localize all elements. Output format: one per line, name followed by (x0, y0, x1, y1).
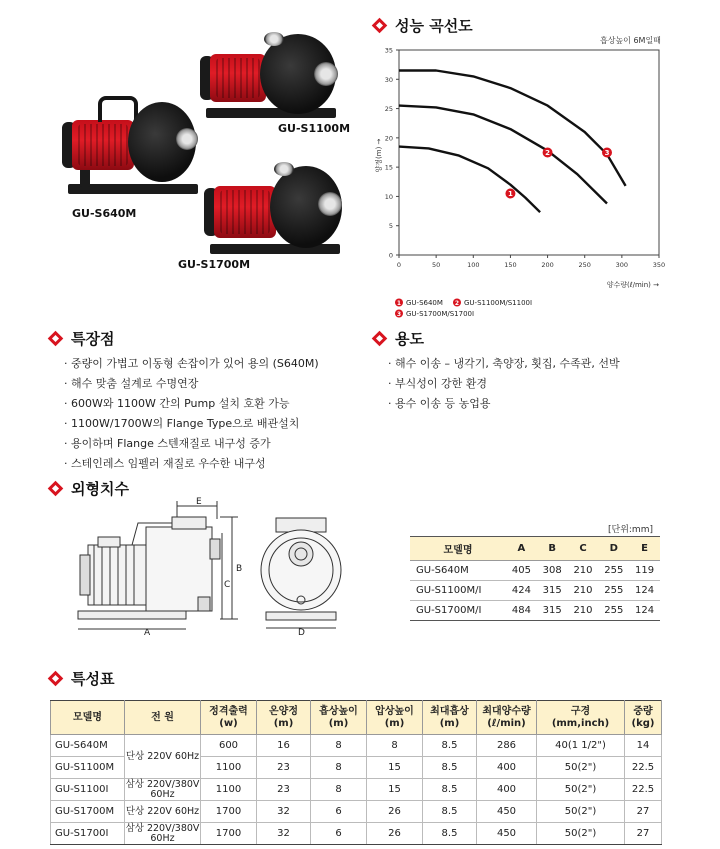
section-title-dimensions: 외형치수 (48, 478, 129, 499)
legend-marker-label: 1 (396, 300, 402, 307)
section-title-usage: 용도 (372, 328, 424, 349)
table-header: B (537, 537, 568, 561)
table-row: GU-S1700Ⅰ 삼상 220V/380V 60Hz 1700 32 6 26 8.5 450 50(2") 27 (51, 823, 662, 845)
pump-image-s1700m (200, 162, 350, 258)
list-item: · 1100W/1700W의 Flange Type으로 배관설치 (64, 417, 300, 430)
diamond-bullet-icon (372, 331, 388, 347)
y-tick-label: 20 (384, 134, 393, 143)
usage-list (388, 354, 620, 414)
table-row: GU-S1100Ⅰ 삼상 220V/380V 60Hz 1100 23 8 15 8.5 400 50(2") 22.5 (51, 779, 662, 801)
table-header: 중량 (kg) (625, 701, 662, 735)
legend-label-3: GU-S1700M/S1700Ⅰ (406, 310, 475, 318)
table-header: 전 원 (125, 701, 201, 735)
section-title-features: 특장점 (48, 328, 114, 349)
dimension-table (410, 536, 660, 621)
y-tick-label: 10 (384, 192, 393, 201)
table-header: 모델명 (51, 701, 125, 735)
dimension-label-c: C (224, 580, 231, 590)
table-header: 최대흡상 (m) (423, 701, 477, 735)
y-tick-label: 30 (384, 75, 393, 84)
x-axis-label: 양수량(ℓ/min) → (606, 281, 659, 289)
dimension-label-e: E (196, 497, 202, 507)
series-line-1 (399, 147, 540, 213)
table-row: GU-S640M 단상 220V 60Hz 600 16 8 8 8.5 286 40(1 1/2") 14 (51, 735, 662, 757)
spec-table (50, 700, 662, 845)
curve-marker-label: 2 (545, 149, 551, 158)
pump-image-s640m (58, 92, 208, 200)
table-row: GU-S1700M/Ⅰ 484 315 210 255 124 (410, 601, 660, 621)
plot-frame (399, 50, 659, 255)
x-tick-label: 100 (467, 261, 480, 269)
product-label-s1700m: GU-S1700M (178, 258, 251, 271)
legend-marker-label: 2 (454, 300, 460, 307)
table-header: 흡상높이 (m) (311, 701, 367, 735)
x-tick-label: 300 (615, 261, 629, 269)
diamond-bullet-icon (48, 481, 64, 497)
diamond-bullet-icon (372, 18, 388, 34)
table-header: A (506, 537, 537, 561)
table-header: 최대양수량 (ℓ/min) (477, 701, 537, 735)
product-label-s640m: GU-S640M (72, 207, 137, 220)
table-header: 구경 (mm,inch) (537, 701, 625, 735)
list-item: · 용이하며 Flange 스텐재질로 내구성 증가 (64, 437, 271, 450)
series-line-2 (399, 106, 607, 204)
pump-image-s1100m (196, 32, 346, 122)
features-list (64, 354, 319, 474)
curve-marker-label: 3 (604, 149, 610, 158)
legend-label-2: GU-S1100M/S1100Ⅰ (464, 299, 533, 307)
x-tick-label: 50 (432, 261, 441, 269)
list-item: · 600W와 1100W 간의 Pump 설치 호환 가능 (64, 397, 290, 410)
y-tick-label: 35 (384, 46, 393, 55)
performance-chart (365, 44, 695, 329)
table-header: C (568, 537, 599, 561)
table-header: E (629, 537, 660, 561)
table-header: D (598, 537, 629, 561)
table-row: GU-S640M 405 308 210 255 119 (410, 561, 660, 581)
table-header: 온양정 (m) (257, 701, 311, 735)
curve-marker-label: 1 (507, 190, 513, 199)
table-row: GU-S1100M 1100 23 8 15 8.5 400 50(2") 22.5 (51, 757, 662, 779)
table-header: 정격출력 (w) (201, 701, 257, 735)
dimension-label-a: A (144, 628, 151, 638)
x-tick-label: 0 (396, 261, 402, 269)
list-item: · 부식성이 강한 환경 (388, 377, 487, 390)
x-tick-label: 250 (578, 261, 591, 269)
y-axis-label: 양정(m) → (375, 138, 383, 173)
diamond-bullet-icon (48, 671, 64, 687)
table-header: 모델명 (410, 537, 506, 561)
dimension-label-d: D (298, 628, 305, 638)
legend-label-1: GU-S640M (406, 299, 443, 307)
legend-marker-label: 3 (396, 311, 402, 318)
x-tick-label: 150 (504, 261, 517, 269)
table-header: 압상높이 (m) (367, 701, 423, 735)
x-tick-label: 350 (652, 261, 666, 269)
list-item: · 스테인레스 임펠러 재질로 우수한 내구성 (64, 457, 266, 470)
dimension-label-b: B (236, 564, 243, 574)
product-label-s1100m: GU-S1100M (278, 122, 351, 135)
series-line-3 (399, 71, 626, 186)
y-tick-label: 25 (384, 105, 393, 114)
y-tick-label: 15 (384, 163, 393, 172)
x-tick-label: 200 (541, 261, 554, 269)
table-row: GU-S1700M 단상 220V 60Hz 1700 32 6 26 8.5 450 50(2") 27 (51, 801, 662, 823)
diamond-bullet-icon (48, 331, 64, 347)
y-tick-label: 5 (388, 222, 393, 231)
section-title-specs: 특성표 (48, 668, 114, 689)
list-item: · 해수 이송 – 냉각기, 축양장, 횟집, 수족관, 선박 (388, 357, 620, 370)
unit-note: [단위:mm] (608, 525, 653, 535)
y-tick-label: 0 (388, 251, 393, 260)
front-view-drawing (256, 508, 346, 638)
list-item: · 용수 이송 등 농업용 (388, 397, 491, 410)
chart-note: 흡상높이 6M일때 (600, 36, 661, 45)
list-item: · 해수 맞춤 설계로 수명연장 (64, 377, 199, 390)
section-title-curve: 성능 곡선도 (372, 15, 473, 36)
list-item: · 중량이 가볍고 이동형 손잡이가 있어 용의 (S640M) (64, 357, 319, 370)
table-row: GU-S1100M/Ⅰ 424 315 210 255 124 (410, 581, 660, 601)
